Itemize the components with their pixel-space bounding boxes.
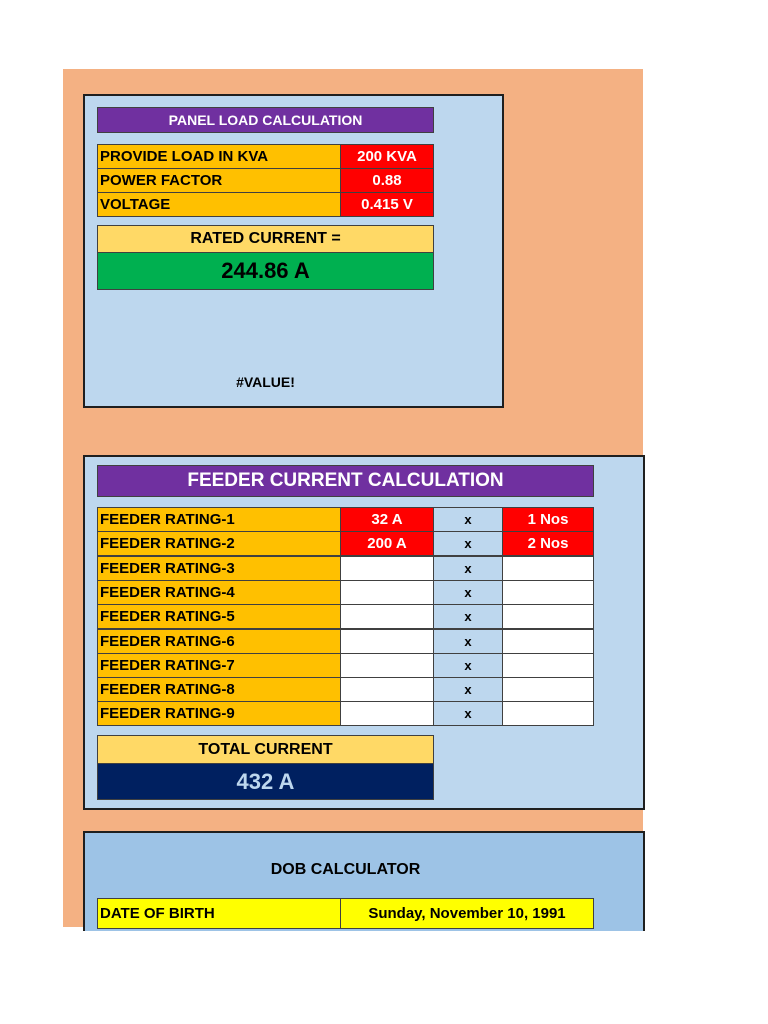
feeder-rating-6-input[interactable] <box>340 629 434 654</box>
dob-section <box>83 831 645 931</box>
feeder-rating-7-label: FEEDER RATING-7 <box>97 653 341 678</box>
feeder-rating-3-label: FEEDER RATING-3 <box>97 556 341 581</box>
panel-load-section <box>83 94 504 408</box>
feeder-section <box>83 455 645 810</box>
feeder-quantity-5-input[interactable] <box>502 604 594 629</box>
feeder-quantity-3-input[interactable] <box>502 556 594 581</box>
power-factor-input[interactable]: 0.88 <box>340 168 434 193</box>
feeder-multiply-9: x <box>433 701 503 726</box>
feeder-rating-1-input[interactable]: 32 A <box>340 507 434 532</box>
feeder-rating-8-input[interactable] <box>340 677 434 702</box>
feeder-rating-2-input[interactable]: 200 A <box>340 531 434 556</box>
rated-current-label: RATED CURRENT = <box>97 225 434 253</box>
feeder-multiply-4: x <box>433 580 503 605</box>
power-factor-label: POWER FACTOR <box>97 168 341 193</box>
feeder-multiply-6: x <box>433 629 503 654</box>
feeder-multiply-1: x <box>433 507 503 532</box>
feeder-rating-9-input[interactable] <box>340 701 434 726</box>
feeder-rating-3-input[interactable] <box>340 556 434 581</box>
feeder-quantity-4-input[interactable] <box>502 580 594 605</box>
feeder-rating-6-label: FEEDER RATING-6 <box>97 629 341 654</box>
feeder-rating-5-label: FEEDER RATING-5 <box>97 604 341 629</box>
feeder-rating-1-label: FEEDER RATING-1 <box>97 507 341 532</box>
feeder-multiply-5: x <box>433 604 503 629</box>
rated-current-value: 244.86 A <box>97 252 434 290</box>
feeder-quantity-1-input[interactable]: 1 Nos <box>502 507 594 532</box>
error-value: #VALUE! <box>236 374 295 390</box>
total-current-label: TOTAL CURRENT <box>97 735 434 764</box>
feeder-quantity-2-input[interactable]: 2 Nos <box>502 531 594 556</box>
spreadsheet-area <box>63 69 643 927</box>
voltage-label: VOLTAGE <box>97 192 341 217</box>
feeder-multiply-2: x <box>433 531 503 556</box>
feeder-multiply-7: x <box>433 653 503 678</box>
load-kva-label: PROVIDE LOAD IN KVA <box>97 144 341 169</box>
panel-load-title: PANEL LOAD CALCULATION <box>97 107 434 133</box>
feeder-quantity-6-input[interactable] <box>502 629 594 654</box>
feeder-rating-9-label: FEEDER RATING-9 <box>97 701 341 726</box>
feeder-rating-4-input[interactable] <box>340 580 434 605</box>
feeder-rating-5-input[interactable] <box>340 604 434 629</box>
feeder-quantity-9-input[interactable] <box>502 701 594 726</box>
feeder-quantity-8-input[interactable] <box>502 677 594 702</box>
feeder-rating-8-label: FEEDER RATING-8 <box>97 677 341 702</box>
feeder-rating-2-label: FEEDER RATING-2 <box>97 531 341 556</box>
feeder-multiply-3: x <box>433 556 503 581</box>
dob-value[interactable]: Sunday, November 10, 1991 <box>340 898 594 929</box>
feeder-title: FEEDER CURRENT CALCULATION <box>97 465 594 497</box>
voltage-input[interactable]: 0.415 V <box>340 192 434 217</box>
feeder-multiply-8: x <box>433 677 503 702</box>
feeder-quantity-7-input[interactable] <box>502 653 594 678</box>
dob-label: DATE OF BIRTH <box>97 898 341 929</box>
dob-title: DOB CALCULATOR <box>270 861 421 878</box>
feeder-rating-7-input[interactable] <box>340 653 434 678</box>
feeder-rating-4-label: FEEDER RATING-4 <box>97 580 341 605</box>
total-current-value: 432 A <box>97 763 434 800</box>
load-kva-input[interactable]: 200 KVA <box>340 144 434 169</box>
